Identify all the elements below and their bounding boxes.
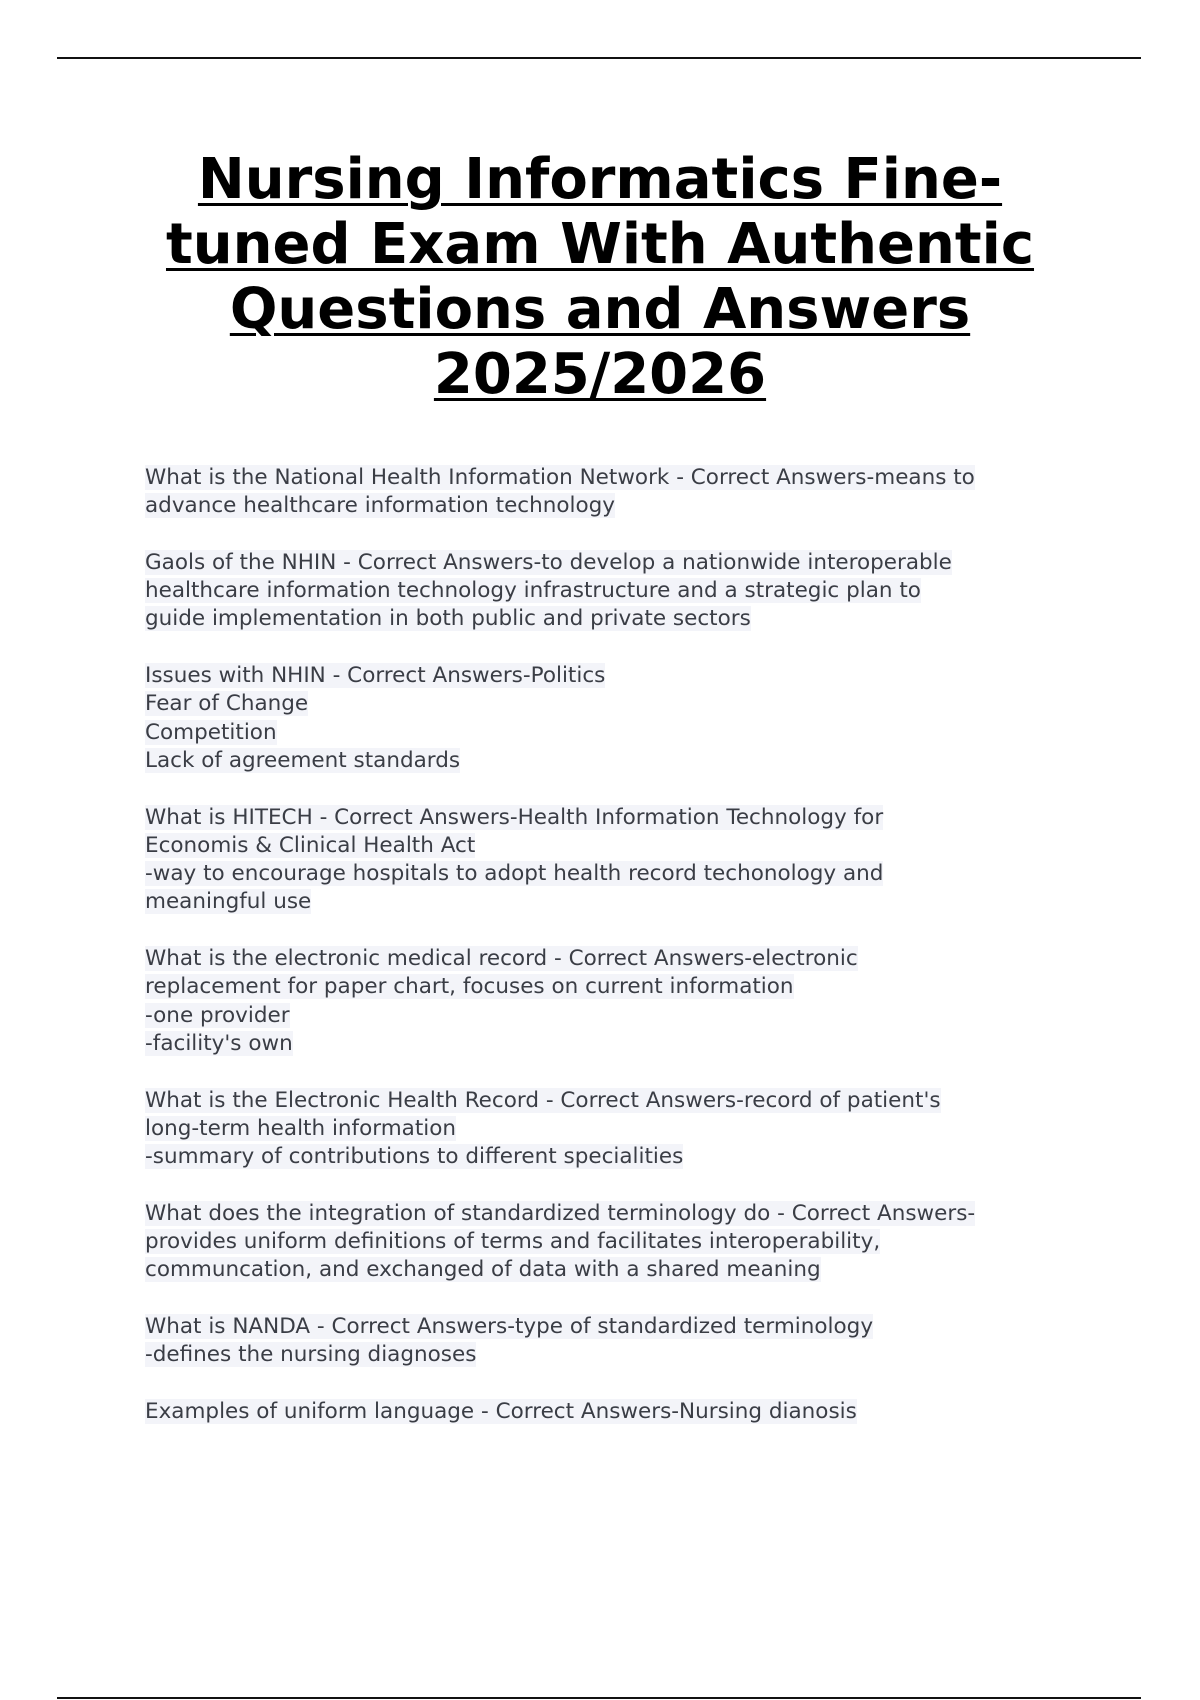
title-line: 2025/2026 <box>433 342 767 407</box>
qa-line-wrap <box>145 1030 1095 1058</box>
qa-line-wrap <box>145 1143 1095 1171</box>
qa-line: What does the integration of standardized terminology do - Correct Answers- <box>145 1200 976 1226</box>
qa-item <box>145 1398 1095 1426</box>
qa-line: Competition <box>145 719 277 745</box>
qa-line: long-term health information <box>145 1115 457 1141</box>
qa-line: -summary of contributions to different specialities <box>145 1144 684 1170</box>
qa-item <box>145 549 1095 634</box>
qa-line-wrap <box>145 719 1095 747</box>
qa-line: Fear of Change <box>145 691 309 717</box>
qa-line-wrap <box>145 945 1095 973</box>
qa-line-wrap <box>145 662 1095 690</box>
qa-line: healthcare information technology infrastructure and a strategic plan to <box>145 578 921 604</box>
qa-item <box>145 1313 1095 1370</box>
qa-line-wrap <box>145 577 1095 605</box>
qa-item <box>145 464 1095 521</box>
qa-line-wrap <box>145 1313 1095 1341</box>
qa-item <box>145 1200 1095 1285</box>
document-title <box>100 147 1100 407</box>
qa-line: -one provider <box>145 1002 290 1028</box>
title-line: tuned Exam With Authentic <box>165 212 1035 277</box>
qa-line: Gaols of the NHIN - Correct Answers-to develop a nationwide interoperable <box>145 549 952 575</box>
qa-line: provides uniform definitions of terms and facilitates interoperability, <box>145 1229 881 1255</box>
qa-line: guide implementation in both public and private sectors <box>145 606 751 632</box>
top-rule <box>57 57 1141 59</box>
qa-line: What is the National Health Information Network - Correct Answers-means to <box>145 465 975 490</box>
qa-line: Examples of uniform language - Correct Answers-Nursing dianosis <box>145 1398 857 1424</box>
qa-item <box>145 804 1095 917</box>
qa-line-wrap <box>145 1341 1095 1369</box>
qa-line-wrap <box>145 690 1095 718</box>
qa-line: -defines the nursing diagnoses <box>145 1342 477 1368</box>
qa-line: Issues with NHIN - Correct Answers-Politics <box>145 663 606 689</box>
qa-item <box>145 1087 1095 1172</box>
qa-line: replacement for paper chart, focuses on current information <box>145 974 794 1000</box>
qa-line: communcation, and exchanged of data with a shared meaning <box>145 1257 821 1283</box>
qa-line-wrap <box>145 888 1095 916</box>
qa-line-wrap <box>145 605 1095 633</box>
qa-line-wrap <box>145 549 1095 577</box>
qa-line-wrap <box>145 1087 1095 1115</box>
title-line: Questions and Answers <box>229 277 971 342</box>
qa-line: -way to encourage hospitals to adopt health record techonology and <box>145 861 884 887</box>
qa-line-wrap <box>145 1228 1095 1256</box>
title-line: Nursing Informatics Fine- <box>197 147 1003 212</box>
qa-line: What is the Electronic Health Record - Correct Answers-record of patient's <box>145 1087 941 1113</box>
qa-line: -facility's own <box>145 1030 293 1056</box>
qa-line-wrap <box>145 973 1095 1001</box>
qa-line-wrap <box>145 832 1095 860</box>
qa-line-wrap <box>145 747 1095 775</box>
qa-line-wrap <box>145 804 1095 832</box>
qa-line-wrap <box>145 492 1095 520</box>
qa-line-wrap <box>145 1398 1095 1426</box>
qa-line-wrap <box>145 860 1095 888</box>
qa-line: Lack of agreement standards <box>145 747 461 773</box>
qa-list <box>145 464 1095 1454</box>
qa-item <box>145 945 1095 1058</box>
qa-line: What is HITECH - Correct Answers-Health Information Technology for <box>145 804 884 830</box>
qa-line-wrap <box>145 1200 1095 1228</box>
qa-line: What is NANDA - Correct Answers-type of standardized terminology <box>145 1313 874 1339</box>
qa-line-wrap <box>145 1002 1095 1030</box>
qa-line: advance healthcare information technology <box>145 493 616 519</box>
qa-line-wrap <box>145 464 1095 492</box>
qa-line-wrap <box>145 1115 1095 1143</box>
qa-line: Economis & Clinical Health Act <box>145 832 476 858</box>
bottom-rule <box>57 1697 1141 1699</box>
qa-line: meaningful use <box>145 889 312 915</box>
qa-line-wrap <box>145 1256 1095 1284</box>
qa-item <box>145 662 1095 775</box>
qa-line: What is the electronic medical record - Correct Answers-electronic <box>145 946 858 972</box>
